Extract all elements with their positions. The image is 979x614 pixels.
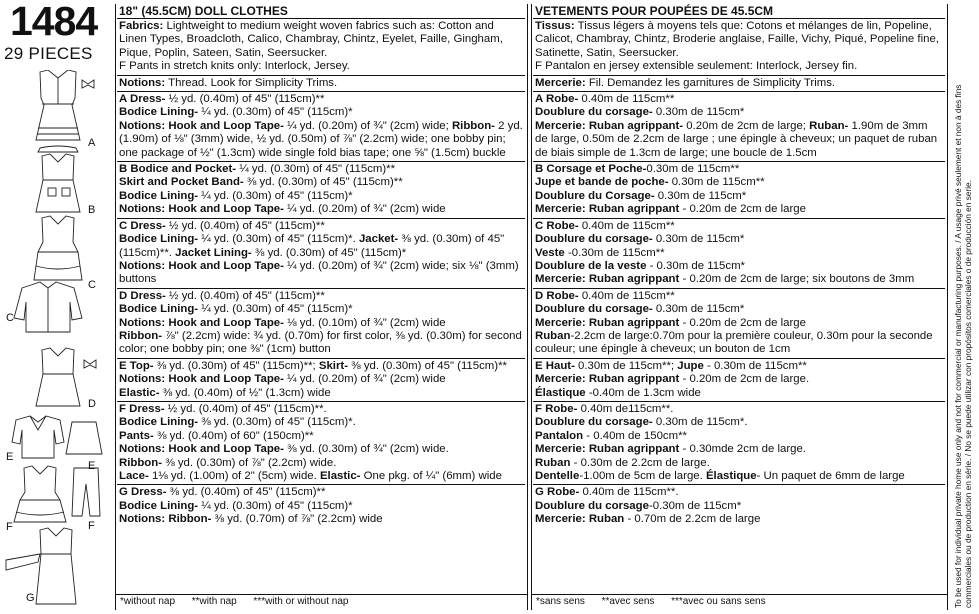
- figure-letter: C: [88, 279, 96, 291]
- jacket-c-illustration: [14, 282, 82, 332]
- figure-letter: E: [88, 460, 96, 472]
- vue-e-section: E Haut- 0.30m de 115cm**; Jupe - 0.30m de 115cm** Mercerie: Ruban agrippant - 0.20m de 2cm de large. Élastique -0.40m de 1.3cm wide: [533, 358, 945, 401]
- dress-g-illustration: [6, 528, 76, 604]
- vue-g-section: G Robe- 0.40m de 115cm**. Doublure du corsage-0.30m de 115cm* Mercerie: Ruban - 0.70m de 2.2cm de large: [533, 484, 945, 527]
- garment-illustrations: [0, 70, 112, 614]
- french-column: [533, 4, 945, 528]
- dress-b-illustration: [36, 154, 80, 212]
- pants-f-illustration: [72, 468, 100, 516]
- french-footer-rule: [531, 594, 948, 595]
- figure-letter: F: [6, 521, 13, 533]
- fabrics-section: Fabrics: Lightweight to medium weight woven fabrics such as: Cotton and Linen Types, Broadcloth, Calico, Chambray, Chintz, Eyelet, Faille, Gingham, Pique, Poplin, Sateen, Satin, Seersucker. F Pants in stretch knits only: Interlock, Jersey.: [117, 18, 525, 75]
- side-note-line-1: To be used for individual private home use only and not for commercial or manufacturing purposes. / A usage privé seulement et non à des fins: [953, 84, 963, 608]
- belt-a-illustration: [38, 146, 78, 152]
- figure-letter: D: [88, 398, 96, 410]
- pattern-number: 1484: [10, 0, 98, 44]
- english-column: [117, 4, 525, 528]
- vue-b-section: B Corsage et Poche-0.30m de 115cm** Jupe et bande de poche- 0.30m de 115cm** Doublure du Corsage- 0.30m de 115cm* Mercerie: Ruban agrippant - 0.20m de 2cm de large: [533, 161, 945, 218]
- view-c-section: C Dress- ½ yd. (0.40m) of 45" (115cm)** Bodice Lining- ¼ yd. (0.30m) of 45" (115cm)*. Jacket- ⅜ yd. (0.30m) of 45" (115cm)**. Jacket Lining- ⅜ yd. (0.30m) of 45" (115cm)* Notions: Hook and Loop Tape- ¼ yd. (0.20m) of ¾" (2cm) wide; six ⅛" (3mm) buttons: [117, 218, 525, 288]
- divider-left: [115, 4, 116, 610]
- figure-letter: E: [6, 451, 14, 463]
- figure-letter: G: [26, 592, 35, 604]
- english-title: 18" (45.5CM) DOLL CLOTHES: [119, 4, 288, 18]
- tissus-section: Tissus: Tissus légers à moyens tels que: Cotons et mélanges de lin, Popeline, Calicot, Chambray, Chintz, Broderie anglaise, Faille, Vichy, Piqué, Popeline fine, Satinette, Satin, Seersucker. F Pantalon en jersey extensible seulement: Interlock, Jersey fin.: [533, 18, 945, 75]
- notions-section: Notions: Thread. Look for Simplicity Trims.: [117, 75, 525, 91]
- top-e-illustration: [12, 416, 64, 458]
- usage-side-note: [953, 4, 975, 610]
- view-f-section: F Dress- ½ yd. (0.40m) of 45" (115cm)**. Bodice Lining- ⅜ yd. (0.30m) of 45" (115cm)*. Pants- ⅜ yd. (0.40m) of 60" (150cm)** Notions: Hook and Loop Tape- ⅜ yd. (0.30m) of ¾" (2cm) wide. Ribbon- ⅜ yd. (0.30m) of ⅞" (2.2cm) wide. Lace- 1⅛ yd. (1.00m) of 2" (5cm) wide. Elastic- One pkg. of ¼" (6mm) wide: [117, 401, 525, 484]
- figure-letter: A: [88, 137, 96, 149]
- view-d-section: D Dress- ½ yd. (0.40m) of 45" (115cm)** Bodice Lining- ¼ yd. (0.30m) of 45" (115cm)* Notions: Hook and Loop Tape- ⅛ yd. (0.10m) of ¾" (2cm) wide Ribbon- ⅞" (2.2cm) wide: ¾ yd. (0.70m) for first color, ⅜ yd. (0.30m) for second color; one bobby pin; one ⅜" (1cm) button: [117, 288, 525, 358]
- skirt-e-illustration: [66, 422, 102, 454]
- mercerie-section: Mercerie: Fil. Demandez les garnitures de Simplicity Trims.: [533, 75, 945, 91]
- view-b-section: B Bodice and Pocket- ¼ yd. (0.30m) of 45" (115cm)** Skirt and Pocket Band- ⅜ yd. (0.30m) of 45" (115cm)** Bodice Lining- ¼ yd. (0.30m) of 45" (115cm)* Notions: Hook and Loop Tape- ¼ yd. (0.20m) of ¾" (2cm) wide: [117, 161, 525, 218]
- figure-letter: C: [6, 312, 14, 324]
- english-footer-legend: *without nap **with nap ***with or without nap: [120, 596, 349, 607]
- figure-letter: F: [88, 520, 95, 532]
- vue-d-section: D Robe- 0.40m de 115cm** Doublure du corsage- 0.30m de 115cm* Mercerie: Ruban agrippant - 0.20m de 2cm de large Ruban-2.2cm de large:0.70m pour la première couleur, 0.30m pour la seconde couleur; une épingle à cheveux; un bouton de 1cm: [533, 288, 945, 358]
- side-note-line-2: commerciales ou de production en série. / No se puede utilizar con propósitos comerciales o de producción en serie.: [963, 180, 973, 608]
- vue-a-section: A Robe- 0.40m de 115cm** Doublure du corsage- 0.30m de 115cm* Mercerie: Ruban agrippant- 0.20m de 2cm de large; Ruban- 1.90m de 3mm de large, 0.50m de 2.2cm de large ; une épingle à cheveux; un paquet de ruban de biais simple de 1.3cm de large; une boucle de 1.5cm: [533, 91, 945, 161]
- divider-middle-2: [531, 4, 532, 610]
- dress-c-illustration: [34, 216, 82, 280]
- english-footer-rule: [116, 594, 527, 595]
- dress-d-illustration: [36, 348, 96, 406]
- vue-c-section: C Robe- 0.40m de 115cm** Doublure du corsage- 0.30m de 115cm* Veste -0.30m de 115cm** Doublure de la veste - 0.30m de 115cm* Mercerie: Ruban agrippant - 0.20m de 2cm de large; six boutons de 3mm: [533, 218, 945, 288]
- view-g-section: G Dress- ⅜ yd. (0.40m) of 45" (115cm)** Bodice Lining- ¼ yd. (0.30m) of 45" (115cm)* Notions: Ribbon- ⅜ yd. (0.70m) of ⅞" (2.2cm) wide: [117, 484, 525, 527]
- figure-letter: B: [88, 204, 96, 216]
- dress-a-illustration: [36, 70, 94, 140]
- vue-f-section: F Robe- 0.40m de115cm**. Doublure du corsage- 0.30m de 115cm*. Pantalon - 0.40m de 150cm** Mercerie: Ruban agrippant - 0.30mde 2cm de large. Ruban - 0.30m de 2.2cm de large. Dentelle-1.00m de 5cm de large. Élastique- Un paquet de 6mm de large: [533, 401, 945, 484]
- view-a-section: A Dress- ½ yd. (0.40m) of 45" (115cm)** Bodice Lining- ¼ yd. (0.30m) of 45" (115cm)* Notions: Hook and Loop Tape- ¼ yd. (0.20m) of ¾" (2cm) wide; Ribbon- 2 yd. (1.90m) of ⅛" (3mm) wide, ½ yd. (0.50m) of ⅞" (2.2cm) wide; one bobby pin; one package of ½" (1.3cm) wide single fold bias tape; one ⅝" (1.5cm) buckle: [117, 91, 525, 161]
- pieces-count: 29 PIECES: [4, 44, 93, 63]
- view-e-section: E Top- ⅜ yd. (0.30m) of 45" (115cm)**; Skirt- ⅜ yd. (0.30m) of 45" (115cm)** Notions: Hook and Loop Tape- ¼ yd. (0.20m) of ¾" (2cm) wide Elastic- ⅜ yd. (0.40m) of ½" (1.3cm) wide: [117, 358, 525, 401]
- dress-f-illustration: [14, 466, 66, 522]
- french-footer-legend: *sans sens **avec sens ***avec ou sans sens: [536, 596, 766, 607]
- divider-right: [947, 4, 948, 610]
- french-title: VETEMENTS POUR POUPÉES DE 45.5CM: [535, 4, 774, 18]
- divider-middle: [527, 4, 528, 610]
